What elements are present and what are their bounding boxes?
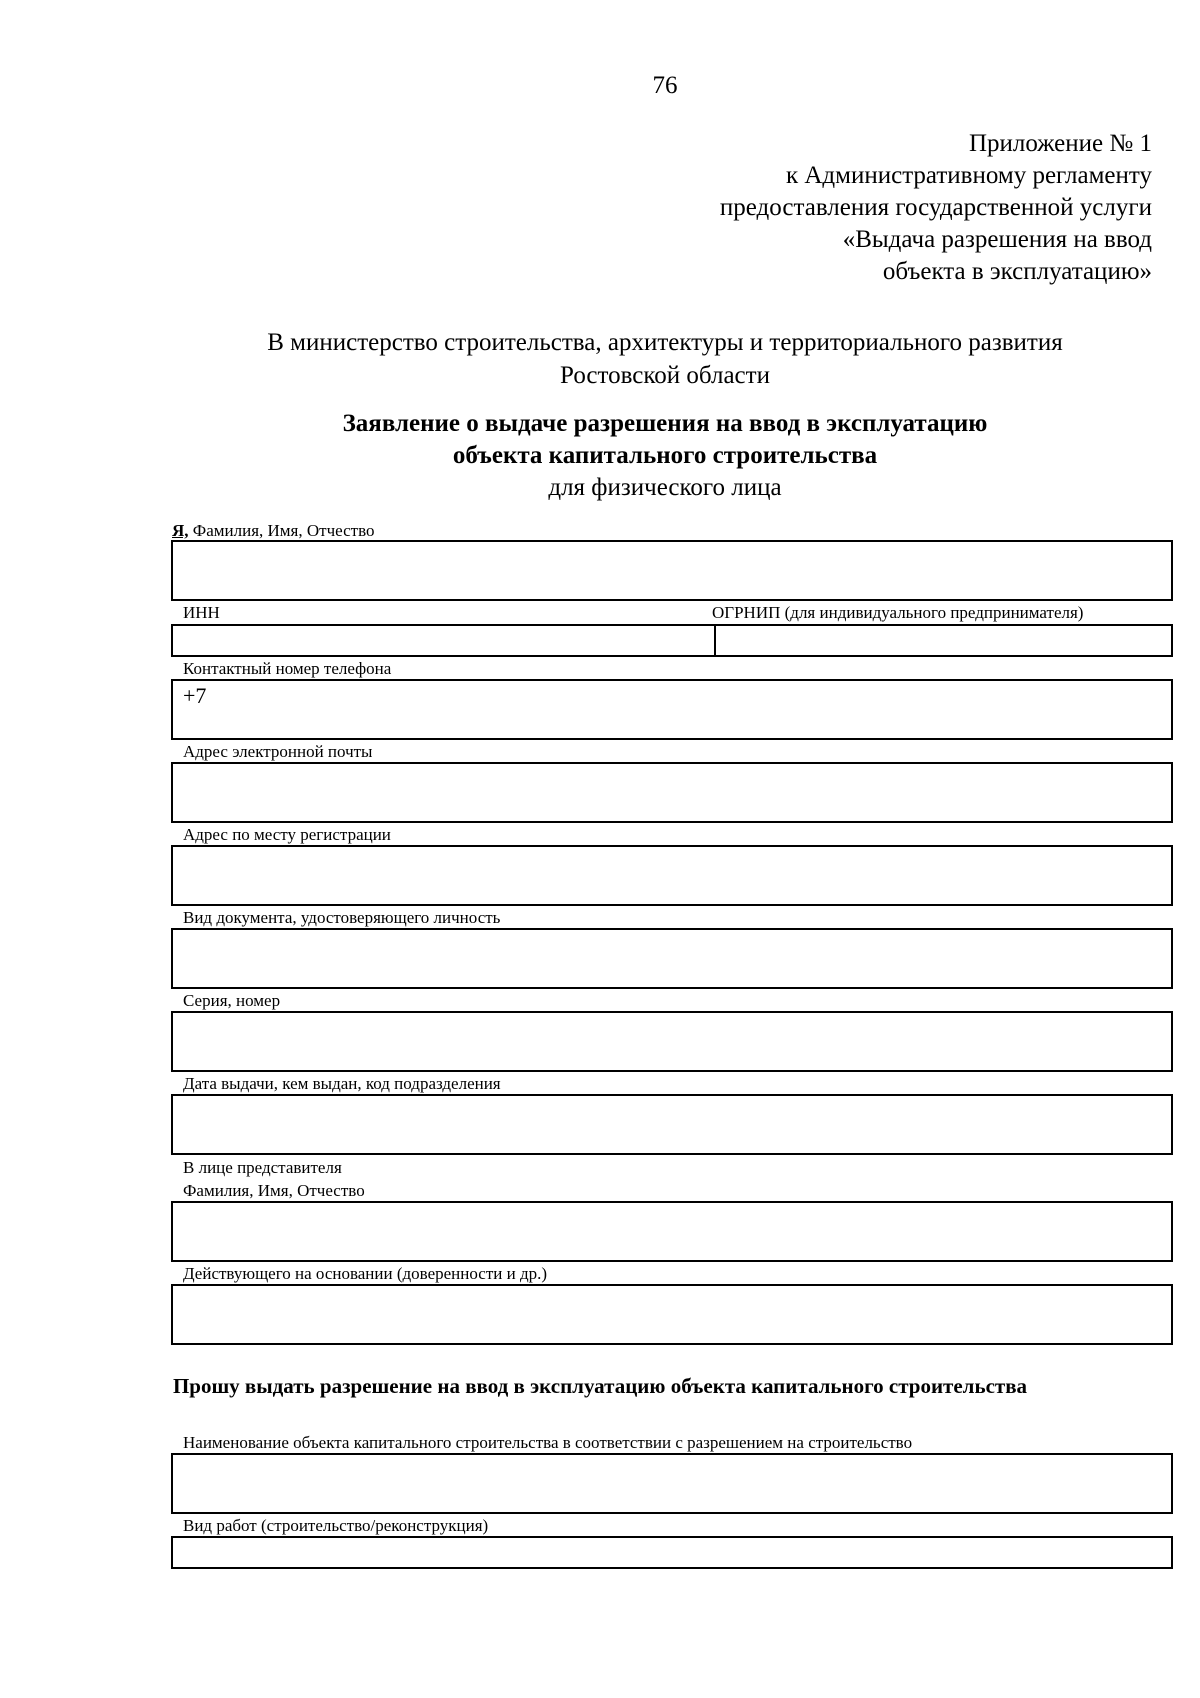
appendix-line-3: предоставления государственной услуги <box>719 194 1152 221</box>
title-line-3: для физического лица <box>548 474 782 501</box>
series-field[interactable] <box>171 1011 1173 1072</box>
ogrnip-field[interactable] <box>714 624 1173 657</box>
series-label: Серия, номер <box>183 991 281 1010</box>
inn-label: ИНН <box>183 603 220 622</box>
appendix-line-4: «Выдача разрешения на ввод <box>842 226 1152 253</box>
works-field[interactable] <box>171 1536 1173 1569</box>
appendix-line-2: к Административному регламенту <box>785 162 1152 189</box>
addressee-line-2: Ростовской области <box>560 362 770 389</box>
title-line-1: Заявление о выдаче разрешения на ввод в эксплуатацию <box>342 410 988 437</box>
rep-label-1: В лице представителя <box>183 1158 342 1177</box>
addressee-line-1: В министерство строительства, архитектуры и территориального развития <box>267 329 1063 356</box>
fio-field[interactable] <box>171 540 1173 601</box>
inn-field[interactable] <box>171 624 716 657</box>
document-title <box>0 408 1200 504</box>
phone-value: +7 <box>183 683 207 708</box>
appendix-line-5: объекта в эксплуатацию» <box>882 258 1152 285</box>
email-field[interactable] <box>171 762 1173 823</box>
id-doc-field[interactable] <box>171 928 1173 989</box>
address-field[interactable] <box>171 845 1173 906</box>
phone-field[interactable] <box>171 679 1173 740</box>
address-label: Адрес по месту регистрации <box>183 825 391 844</box>
rep-label-2: Фамилия, Имя, Отчество <box>183 1181 365 1200</box>
addressee <box>0 326 1200 392</box>
appendix-note <box>720 128 1152 288</box>
basis-field[interactable] <box>171 1284 1173 1345</box>
object-name-field[interactable] <box>171 1453 1173 1514</box>
ogrnip-label: ОГРНИП (для индивидуального предпринимателя) <box>712 603 1084 622</box>
title-line-2: объекта капитального строительства <box>452 442 878 469</box>
fio-prefix: Я, <box>172 521 189 540</box>
email-label: Адрес электронной почты <box>183 742 373 761</box>
issue-label: Дата выдачи, кем выдан, код подразделения <box>183 1074 501 1093</box>
fio-label-text: Фамилия, Имя, Отчество <box>188 521 375 540</box>
issue-field[interactable] <box>171 1094 1173 1155</box>
object-name-label: Наименование объекта капитального строительства в соответствии с разрешением на строительство <box>183 1433 913 1452</box>
page-number: 76 <box>652 72 678 99</box>
fio-label <box>172 521 374 541</box>
rep-fio-field[interactable] <box>171 1201 1173 1262</box>
id-doc-label: Вид документа, удостоверяющего личность <box>183 908 501 927</box>
phone-label: Контактный номер телефона <box>183 659 392 678</box>
request-heading: Прошу выдать разрешение на ввод в эксплуатацию объекта капитального строительства <box>172 1374 1028 1398</box>
appendix-line-1: Приложение № 1 <box>968 130 1152 157</box>
works-label: Вид работ (строительство/реконструкция) <box>183 1516 489 1535</box>
basis-label: Действующего на основании (доверенности и др.) <box>183 1264 548 1283</box>
